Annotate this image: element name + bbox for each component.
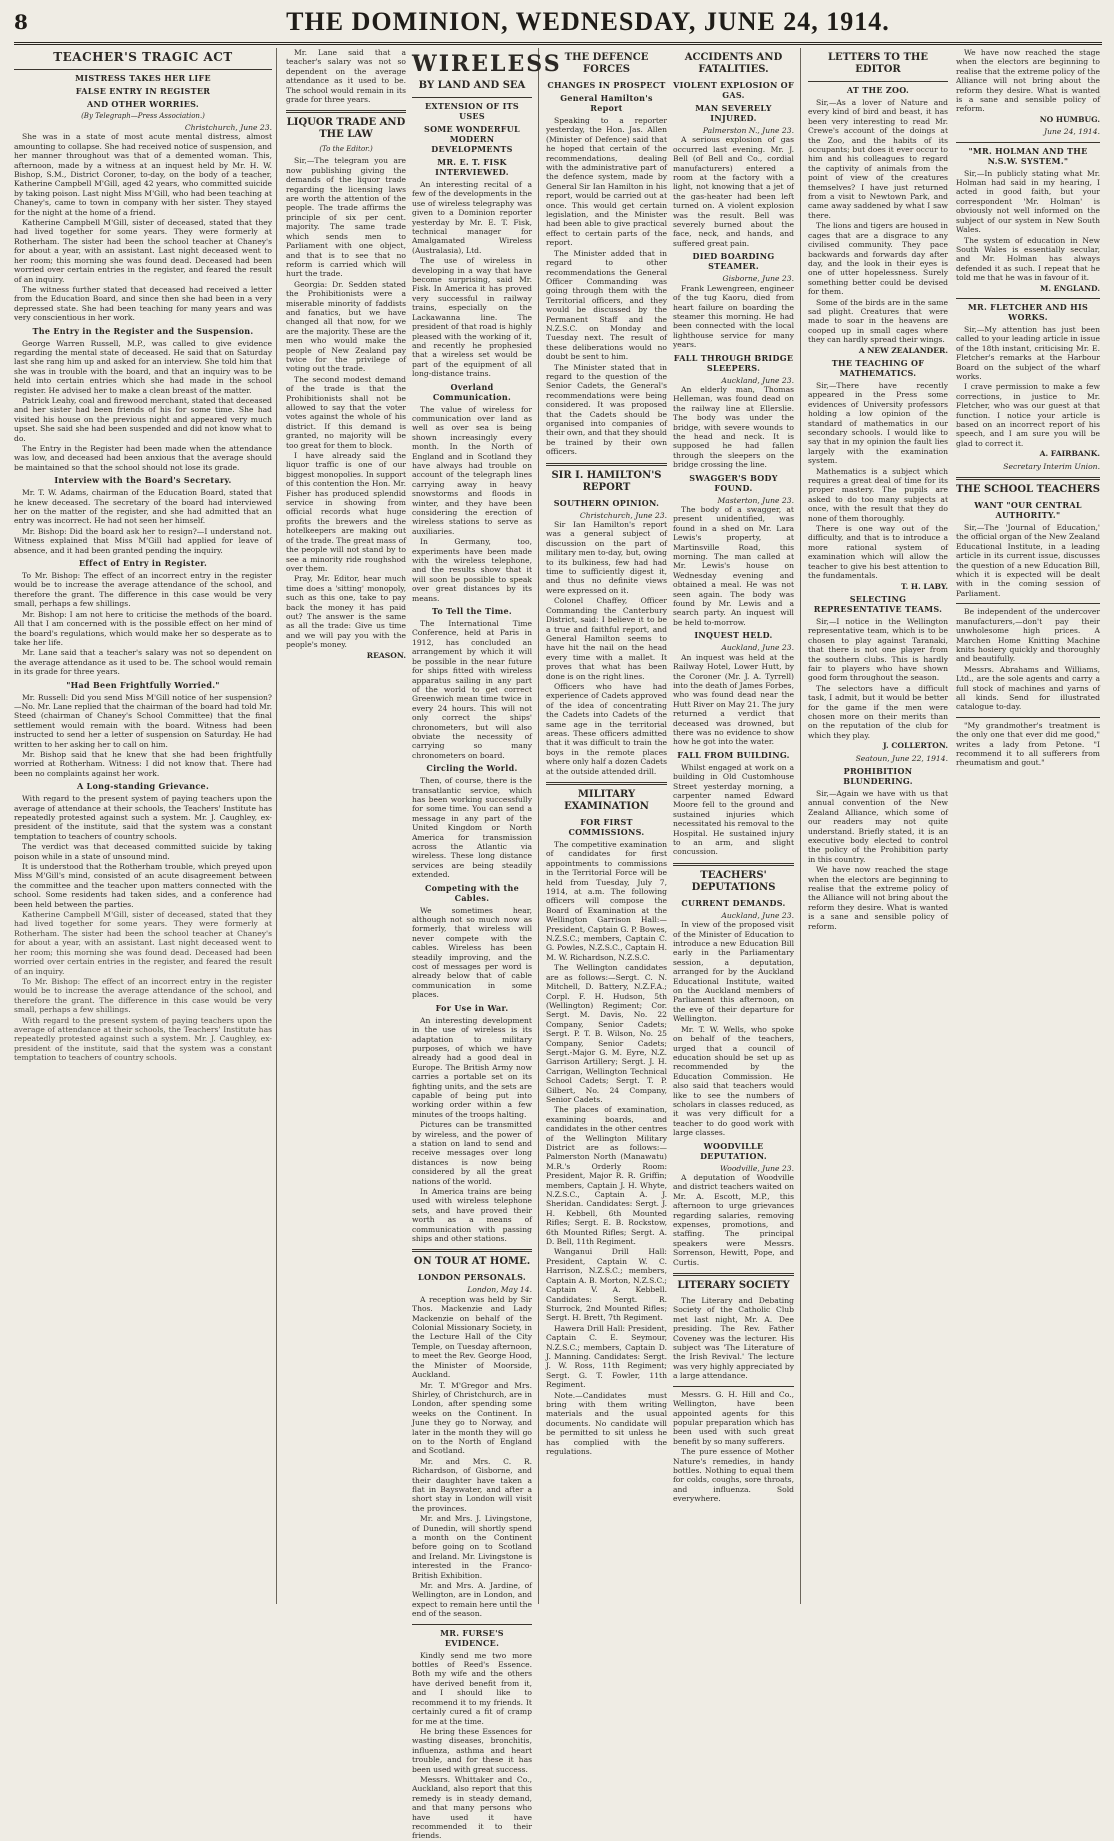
divider [956, 717, 1100, 718]
paragraph: I have already said the liquor traffic is one of our biggest monopolies. In support of this contention the Hon. Mr. Fisher has produced splendid service in showing from official records what huge profits the brewers and the hotelkeepers are making out of the trade. The great mass of the people will not stand by to see a minority ride roughshod over them. [286, 451, 406, 573]
column-letters [808, 48, 1100, 1604]
paragraph: Kindly send me two more bottles of Reed's Essence. Both my wife and the others have derived benefit from it, and I should like to recommend it to my friends. It certainly cured a fit of cramp for me at the time. [412, 1650, 532, 1726]
paragraph: In America trains are being used with wireless telephone sets, and have proved their worth as a means of communication with passing ships and other stations. [412, 1187, 532, 1244]
divider [673, 1386, 794, 1387]
subheading: AT THE ZOO. [846, 85, 910, 95]
dateline-place: Christchurch, June 23. [184, 123, 272, 132]
subheading: THE TEACHING OF MATHEMATICS. [831, 357, 925, 378]
deck-london-personals: LONDON PERSONALS. [418, 1272, 526, 1283]
paragraph: To Mr. Bishop: The effect of an incorrect entry in the register would be to increase the average attendance of the school, and therefore the grant. The difference in this case would be very small, perhaps a few shillings. [14, 976, 272, 1015]
deck-other-worries: AND OTHER WORRIES. [86, 99, 200, 109]
paragraph: Mr. T. W. Wells, who spoke on behalf of the teachers, urged that a council of education should be set up as recommended by the Education Commission. He also said that teachers would like to see the numbers of scholars in classes reduced, as it was very difficult for a teacher to do good work with large classes. [673, 1024, 794, 1138]
paragraph: With regard to the present system of paying teachers upon the average of attendance at their schools, the Teachers' Institute has repeatedly protested against such a system. Mr. J. Caughley, ex-president of the institute, said that the system was a constant temptation to teachers of country schools. [14, 794, 272, 841]
signature: M. ENGLAND. [1039, 283, 1100, 293]
page-number: 8 [14, 10, 28, 34]
headline-teachers-deputations: TEACHERS' DEPUTATIONS [691, 869, 776, 893]
divider [546, 782, 667, 785]
paragraph: Mr. Bishop: Did the board ask her to resign?—I understand not. Witness explained that Miss M'Gill had applied for leave of absence, and it had been granted pending the inquiry. [14, 526, 272, 555]
signature-place: Seatoun, June 22, 1914. [855, 753, 948, 763]
deck-changes: CHANGES IN PROSPECT [547, 80, 666, 90]
paragraph: The Literary and Debating Society of the Catholic Club met last night, Mr. A. Dee presiding. The Rev. Father Coveney was the lecturer. His subject was 'The Literature of the Irish Revival.' The lecture was very highly appreciated by a large attendance. [673, 1296, 794, 1381]
paragraph: The use of wireless in developing in a way that have become surprising, said Mr. Fisk. In America it has proved very successful in railway trains, especially on the Lackawanna line. The president of that road is highly pleased with the working of it, and recently he prophesied that a wireless set would be part of the equipment of all long-distance trains. [412, 256, 532, 379]
subheading: To Tell the Time. [432, 606, 512, 617]
signature: REASON. [366, 650, 406, 660]
paragraph: Messrs. Whittaker and Co., Auckland, also report that this remedy is in steady demand, and that many persons who have used it have recommended it to their friends. [412, 1774, 532, 1841]
divider [14, 69, 272, 70]
paragraph: Mr. Russell: Did you send Miss M'Gill notice of her suspension?—No. Mr. Lane replied that the chairman of the board had told Mr. Steed (chairman of Chaney's School Committee) that the final settlement would remain with the board. Witness had been instructed to send her a letter of suspension on Saturday. He had written to her asking her to call on him. [14, 692, 272, 749]
deck-current-demands: CURRENT DEMANDS. [681, 897, 786, 908]
paragraph: Mr. and Mrs. A. Jardine, of Wellington, are in London, and expect to remain here until the end of the season. [412, 1581, 532, 1619]
paragraph: Mathematics is a subject which requires a great deal of time for its proper mastery. The pupils are asked to do too many subjects at once, with the result that they do none of them thoroughly. [808, 466, 948, 523]
subheading: Effect of Entry in Register. [78, 558, 208, 569]
subheading: FALL FROM BUILDING. [677, 749, 790, 760]
paragraph: Sir,—In publicly stating what Mr. Holman had said in my hearing, I acted in good faith, but your correspondent 'Mr. Holman' is obviously not well informed on the subject of our system in New South Wales. [956, 168, 1100, 235]
headline-defence-forces: THE DEFENCE FORCES [564, 52, 649, 75]
subheading: Competing with the Cables. [424, 882, 519, 903]
paragraph: I crave permission to make a few corrections, in justice to Mr. Fletcher, who was our guest at that function. I notice your article is based on an incorrect report of his speech, and I am sure you will be glad to correct it. [956, 382, 1100, 448]
divider [546, 463, 667, 466]
subheading: SELECTING REPRESENTATIVE TEAMS. [813, 593, 943, 614]
paragraph: Some of the birds are in the same sad plight. Creatures that were made to soar in the heavens are cooped up in small cages where they can hardly spread their wings. [808, 297, 948, 345]
paragraph: Be independent of the undercover manufacturers,—don't pay their unwholesome high prices. A Marchen Home Knitting Machine knits hosiery quickly and thoroughly and beautifully. [956, 607, 1100, 664]
paragraph: An inquest was held at the Railway Hotel, Lower Hutt, by the Coroner (Mr. J. A. Tyrrell) into the death of James Forbes, who was found dead near the Hutt River on May 21. The jury returned a verdict that deceased was drowned, but there was no evidence to show how he got into the water. [673, 652, 794, 747]
deck-gas-explosion: VIOLENT EXPLOSION OF GAS. [673, 80, 794, 100]
press-credit: (By Telegraph—Press Association.) [81, 112, 205, 120]
paragraph: The system of education in New South Wales is essentially secular, and Mr. Holman has always defended it as such. I repeat that he told me that he was in favour of it. [956, 235, 1100, 283]
paragraph: Speaking to a reporter yesterday, the Hon. Jas. Allen (Minister of Defence) said that he hoped that certain of the recommendations, dealing with the administrative part of the defence system, made by General Sir Ian Hamilton in his report, would be carried out at once. This would get certain legislation, and the Minister had been able to give practical effect to certain parts of the report. [546, 116, 667, 248]
subheading: Circling the World. [426, 763, 518, 774]
headline-hamilton: SIR I. HAMILTON'S REPORT [551, 469, 662, 493]
headline-liquor-trade: LIQUOR TRADE AND THE LAW [286, 117, 406, 141]
dateline-place: London, May 14. [467, 1285, 532, 1295]
paragraph: Sir Ian Hamilton's report was a general subject of discussion on the part of military men to-day, but, owing to its bulkiness, few had had time to sufficiently digest it, and thus no definite views were expressed on it. [546, 520, 667, 595]
deck-southern-opinion: SOUTHERN OPINION. [553, 497, 660, 508]
dateline-place: Auckland, June 23. [721, 643, 794, 653]
paragraph: The Minister added that in regard to other recommendations the General Officer Commanding was going through them with the Territorial officers, and they would be discussed by the Permanent Staff and the N.Z.S.C. on Monday and Tuesday next. The result of these deliberations would no doubt be sent to him. [546, 248, 667, 362]
paragraph: Georgia: Dr. Sedden stated the Prohibitionists were a miserable minority of faddists and fanatics, but we have changed all that now, for we are the majority. These are the men who would make the people of New Zealand pay twice for the privilege of voting out the trade. [286, 279, 406, 374]
paragraph: Then, of course, there is the transatlantic service, which has been working successfully for some time. You can send a message in any part of the United Kingdom or North America for transmission across the Atlantic via wireless. These long distance services are being steadily extended. [412, 776, 532, 880]
dateline-place: Woodville, June 23. [719, 1163, 794, 1173]
subcolumn-letters-left [808, 48, 948, 1604]
divider [956, 477, 1100, 480]
subheading: "MR. HOLMAN AND THE N.S.W. SYSTEM." [968, 145, 1088, 166]
subcolumn-right [412, 48, 562, 1841]
paragraph: Patrick Leahy, coal and firewood merchant, stated that deceased and her sister had been friends of his for some time. She had visited his house on the previous night and appeared very much upset. She said she had been suspended and did not know what to do. [14, 395, 272, 443]
paragraph: The pure essence of Mother Nature's remedies, in handy bottles. Nothing to equal them for colds, coughs, sore throats, and influenza. Sold everywhere. [673, 1447, 794, 1504]
paragraph: Hawera Drill Hall: President, Captain C. E. Seymour, N.Z.S.C.; members, Captain D. J. Manning. Candidates: Sergt. J. W. Ross, 11th Regiment; Sergt. G. T. Fowler, 11th Regiment. [546, 1323, 667, 1390]
paragraph: Note.—Candidates must bring with them writing materials and the usual documents. No candidate will be permitted to sit unless he has complied with the regulations. [546, 1390, 667, 1456]
paragraph: Pray, Mr. Editor, hear much time does a 'sitting' monopoly, such as this one, take to pay back the money it has paid out? The answer is the same as all the trade: Give us time and we will pay you with the people's money. [286, 574, 406, 650]
deck-false-entry: FALSE ENTRY IN REGISTER [75, 86, 211, 96]
subheading: WOODVILLE DEPUTATION. [700, 1140, 767, 1161]
paper-title: THE DOMINION, WEDNESDAY, JUNE 24, 1914. [286, 7, 890, 36]
dateline-place: Masterton, June 23. [717, 495, 794, 505]
divider [808, 81, 948, 82]
deck-developments: SOME WONDERFUL MODERN DEVELOPMENTS [424, 124, 520, 154]
paragraph: With regard to the present system of paying teachers upon the average of attendance at their schools, the Teachers' Institute has repeatedly protested against such a system. Mr. J. Caughley, ex-president of the institute, said that the system was a constant temptation to teachers of country schools. [14, 1015, 272, 1063]
divider [412, 97, 532, 98]
paragraph: Messrs. G. H. Hill and Co., Wellington, have been appointed agents for this popular preparation which has been used with such great benefit by so many sufferers. [673, 1389, 794, 1446]
paragraph: There is one way out of the difficulty, and that is to introduce a more rational system of examination which will allow the teacher to give his best attention to the fundamentals. [808, 524, 948, 581]
divider [673, 1273, 794, 1276]
paragraph: Mr. Bishop: I am not here to criticise the methods of the board. All that I am concerned with is the possible effect on her mind of the board's regulations, which would make her so desperate as to take her life. [14, 609, 272, 647]
paragraph: A serious explosion of gas occurred last evening. Mr. J. Bell (of Bell and Co., cordial manufacturers) entered a room at the factory with a light, not knowing that a jet of the gas-heater had been left turned on. A violent explosion was the result. Bell was severely burned about the face, neck, and hands, and suffered great pain. [673, 135, 794, 248]
paragraph: Sir,—The telegram you are now publishing giving the demands of the liquor trade regarding the licensing laws are worth the attention of the people. The trade affirms the principle of six per cent. majority. The same trade which sends men to Parliament with one object, and that is to see that no reform is carried which will hurt the trade. [286, 156, 406, 279]
headline-military-exam: MILITARY EXAMINATION [564, 789, 649, 812]
paragraph: Wanganui Drill Hall: President, Captain W. C. Harrison, N.Z.S.C.; members, Captain A. B. Morton, N.Z.S.C.; Captain V. A. Kebbell. Candidates: Sergt. R. Sturrock, 2nd Mounted Rifles; Sergt. H. Brett, 7th Regiment. [546, 1247, 667, 1323]
column-defence-accidents [546, 48, 801, 1604]
paragraph: We have now reached the stage when the electors are beginning to realise that the extreme policy of the Alliance will not bring about the reform they desire. What is wanted is a sane and sensible policy of reform. [956, 48, 1100, 114]
dateline-place: Gisborne, June 23. [722, 274, 794, 284]
subcolumn-left [286, 48, 406, 1604]
deck-hamilton-report: General Hamilton's Report [560, 93, 653, 113]
paragraph: A deputation of Woodville and district teachers waited on Mr. A. Escott, M.P., this afternoon to urge grievances regarding salaries, removing expenses, promotions, and staffing. The principal speakers were Messrs. Sorrenson, Hewitt, Pope, and Curtis. [673, 1172, 794, 1267]
divider [956, 603, 1100, 604]
paragraph: We sometimes hear, although not so much now as formerly, that wireless will never compete with the cables. Wireless has been steadily improving, and the cost of messages per word is already below that of cable communication in some places. [412, 905, 532, 1000]
signature: A. FAIRBANK. [1039, 449, 1100, 459]
headline-letters: LETTERS TO THE EDITOR [828, 52, 928, 75]
paragraph: We have now reached the stage when the electors are beginning to realise that the extreme policy of the Alliance will not bring about the reform they desire. What is wanted is a sane and sensible policy of reform. [808, 865, 948, 931]
dateline-place: Auckland, June 23. [721, 910, 794, 920]
paragraph: The value of wireless for communication over land as well as over sea is being shown increasingly every month. In the North of England and in Scotland they have always had trouble on account of the telegraph lines carrying away in heavy snowstorms and floods in winter, and they have been considering the erection of wireless stations to serve as auxiliaries. [412, 404, 532, 536]
paragraph: The body of a swagger, at present unidentified, was found in a shed on Mr. Lara Lewis's property, at Martinsville Road, this morning. The man called at Mr. Lewis's house on Wednesday evening and obtained a meal. He was not seen again. The body was found by Mr. Lewis and a search party. An inquest will be held to-morrow. [673, 505, 794, 627]
divider [286, 110, 406, 113]
headline-on-tour: ON TOUR AT HOME. [413, 1256, 531, 1268]
paragraph: Messrs. Abrahams and Williams, Ltd., are the sole agents and carry a full stock of machines and yarns of all kinds. Send for illustrated catalogue to-day. [956, 664, 1100, 712]
headline-furse: MR. FURSE'S EVIDENCE. [440, 1627, 504, 1648]
paragraph: The witness further stated that deceased had received a letter from the Education Board, and since then she had been in a very depressed state. She had been teaching for many years and was very conscientious in her work. [14, 284, 272, 323]
subheading: Interview with the Board's Secretary. [54, 475, 232, 486]
column-wireless [286, 48, 562, 1841]
paragraph: Colonel Chaffey, Officer Commanding the Canterbury District, said: I believe it to be a true and faithful report, and General Hamilton seems to have hit the nail on the head every time with a mallet. It proves that what has been done is on the right lines. [546, 596, 667, 681]
paragraph: George Warren Russell, M.P., was called to give evidence regarding the mental state of deceased. He said that on Saturday last she rang him up and asked for an interview. She told him that she was in trouble with the board, and that an inquiry was to be held into certain entries which she had made in the school register. He advised her to make a clean breast of the matter. [14, 338, 272, 395]
subheading: Overland Communication. [432, 381, 512, 402]
headline-by-land-and-sea: BY LAND AND SEA [418, 80, 526, 91]
subcolumn-accidents [673, 48, 794, 1604]
paragraph: Mr. Lane said that a teacher's salary was not so dependent on the average attendance as it used to be. The school would remain in its grade for three years. [14, 648, 272, 677]
paragraph: The lions and tigers are housed in cages that are a disgrace to any civilised community. They pace backwards and forwards day after day, and the look in their eyes is one of utter hopelessness. Surely something better could be devised for them. [808, 221, 948, 297]
paragraph: Sir,—The 'Journal of Education,' the official organ of the New Zealand Educational Institute, in a leading article in its current issue, discusses the question of a new Education Bill, which it is expected will be dealt with in the coming session of Parliament. [956, 523, 1100, 598]
subheading: INQUEST HELD. [694, 630, 773, 641]
paragraph: Whilst engaged at work on a building in Old Customhouse Street yesterday morning, a carpenter named Edward Moore fell to the ground and sustained injuries which necessitated his removal to the Hospital. He sustained injury to an arm, and slight concussion. [673, 762, 794, 857]
paragraph: In view of the proposed visit of the Minister of Education to introduce a new Education Bill early in the Parliamentary session, a deputation, arranged for by the Auckland Educational Institute, waited on the Auckland members of Parliament this afternoon, on the eve of their departure for Wellington. [673, 920, 794, 1024]
paragraph: Mr. and Mrs. C. R. Richardson, of Gisborne, and their daughter have taken a flat in Bayswater, and after a short stay in London will visit the provinces. [412, 1456, 532, 1513]
subheading: SWAGGER'S BODY FOUND. [689, 472, 778, 493]
subheading: FALL THROUGH BRIDGE SLEEPERS. [673, 352, 794, 373]
paragraph: The Entry in the Register had been made when the attendance was low, and deceased had been anxious that the average should be maintained so that the school should not lose its grade. [14, 444, 272, 472]
headline-literary-society: LITERARY SOCIETY [677, 1280, 790, 1292]
deck-fisk: MR. E. T. FISK INTERVIEWED. [435, 157, 509, 177]
signature: A NEW ZEALANDER. [858, 345, 948, 355]
paragraph: Katherine Campbell M'Gill, sister of deceased, stated that they had lived together for some years. They were formerly at Rotherham. The sister had been the school teacher at Chaney's for about a year, with an assistant. Last night deceased went to her room; this morning she was found dead. Deceased had been worried over certain entries in the register, and feared the result of an inquiry. [14, 910, 272, 976]
paragraph: An elderly man, Thomas Helleman, was found dead on the railway line at Ellerslie. The body was under the bridge, with severe wounds to the head and neck. It is supposed he had fallen through the sleepers on the bridge crossing the line. [673, 384, 794, 470]
paragraph: Sir,—I notice in the Wellington representative team, which is to be chosen to play against Taranaki, that there is not one player from the southern clubs. This is hardly fair to players who have shown good form throughout the season. [808, 616, 948, 683]
paragraph: Mr. T. W. Adams, chairman of the Education Board, stated that he knew deceased. The secretary of the board had interviewed her on the matter of the register, and she had admitted that an entry was incorrect. He had not seen her himself. [14, 488, 272, 526]
headline-accidents: ACCIDENTS AND FATALITIES. [684, 52, 783, 75]
subcolumn-defence [546, 48, 667, 1604]
subheading: PROHIBITION BLUNDERING. [843, 766, 913, 786]
subheading: DIED BOARDING STEAMER. [692, 251, 775, 272]
headline-school-teachers: THE SCHOOL TEACHERS [956, 484, 1100, 496]
paragraph: An interesting recital of a few of the developments in the use of wireless telegraphy was given to a Dominion reporter yesterday by Mr. E. T. Fisk, technical manager for Amalgamated Wireless (Australasia), Ltd. [412, 180, 532, 255]
paragraph: Frank Lewengreen, engineer of the tug Kaoru, died from heart failure on boarding the steamer this morning. He had been connected with the local lighthouse service for many years. [673, 283, 794, 350]
subheading: A Long-standing Grievance. [76, 781, 210, 792]
masthead [14, 2, 1102, 45]
paragraph: Mr. T. M'Gregor and Mrs. Shirley, of Christchurch, are in London, after spending some weeks on the Continent. In June they go to Norway, and later in the month they will go on to the North of England and Scotland. [412, 1380, 532, 1456]
paragraph: The selectors have a difficult task, I admit, but it would be better for the game if the men were chosen more on their merits than on the reputation of the club for which they play. [808, 683, 948, 740]
paragraph: To Mr. Bishop: The effect of an incorrect entry in the register would be to increase the average attendance of the school, and therefore the grant. The difference in this case would be very small, perhaps a few shillings. [14, 571, 272, 609]
deck-central-authority: WANT "OUR CENTRAL AUTHORITY." [974, 500, 1082, 521]
paragraph: It is understood that the Rotherham trouble, which preyed upon Miss M'Gill's mind, consisted of an acute disagreement between the committee and the teacher upon matters connected with the school. Some residents had taken sides, and a conference had been held between the parties. [14, 862, 272, 909]
headline-wireless: WIRELESS [412, 51, 562, 77]
dateline-place: Christchurch, June 23. [579, 510, 667, 520]
subheading: "Had Been Frightfully Worried." [66, 679, 220, 690]
paragraph: Sir,—There have recently appeared in the Press some evidences of University professors holding a low opinion of the standard of mathematics in our secondary schools. I would like to say that in my opinion the fault lies largely with the examination system. [808, 380, 948, 466]
paragraph: Sir,—My attention has just been called to your leading article in issue of the 18th instant, criticising Mr. E. Fletcher's remarks at the Harbour Board on the subject of the wharf works. [956, 324, 1100, 381]
dateline-place: Palmerston N., June 23. [702, 126, 794, 135]
paragraph: The Minister stated that in regard to the question of the Senior Cadets, the General's recommendations were being considered. It was proposed that the Cadets should be organised into companies of their own, and that they should be trained by their own officers. [546, 362, 668, 457]
paragraph: Sir,—As a lover of Nature and every kind of bird and beast, it has been very interesting to read Mr. Crewe's account of the doings at the Zoo, and the habits of its occupants; but does it ever occur to him and his colleagues to regard the captivity of animals from the point of view of the creatures themselves? I have just returned from a visit to Newtown Park, and came away saddened by what I saw there. [808, 98, 948, 220]
paragraph: Mr. and Mrs. J. Livingstone, of Dunedin, will shortly spend a month on the Continent before going on to Scotland and Ireland. Mr. Livingstone is interested in the Franco-British Exhibition. [412, 1514, 532, 1580]
deck-first-commissions: FOR FIRST COMMISSIONS. [568, 817, 645, 837]
column-teachers-tragic-act [14, 48, 277, 1604]
paragraph: Mr. Bishop said that he knew that she had been frightfully worried at Rotherham. Witness: I did not know that. There had been no complaints against her work. [14, 749, 272, 778]
paragraph: The second modest demand of the trade is that the Prohibitionists shall not be allowed to say that the voter votes against the whole of his district. If this demand is granted, no majority will be too great for them to block. [286, 374, 406, 450]
subheading: The Entry in the Register and the Suspension. [32, 325, 254, 336]
paragraph: Officers who have had experience of Cadets approved of the idea of concentrating the Cadets into Cadets of the same age in the territorial areas. These officers admitted that it was difficult to train the boys in the remote places where only half a dozen Cadets at the outside attended drill. [546, 681, 667, 776]
paragraph: The places of examination, examining boards, and candidates in the other centres of the Wellington Military District are as follows:—Palmerston North (Manawatu) M.R.'s Orderly Room: President, Major R. R. Griffin; members, Captain J. H. Whyte, N.Z.S.C., Captain A. J. Sheridan. Candidates: Sergt. J. H. Kebbell, 6th Mounted Rifles; Sergt. E. B. Rockstow, 6th Mounted Rifles; Sergt. A. D. Bell, 11th Regiment. [546, 1105, 667, 1247]
paragraph: He bring these Essences for wasting diseases, bronchitis, influenza, asthma and heart trouble, and for these it has been used with great success. [412, 1726, 532, 1774]
paragraph: An interesting development in the use of wireless is its adaptation to military purposes, of which we have already had a good deal in Europe. The British Army now carries a portable set on its fighting units, and the sets are capable of being put into working order within a few minutes of the troops halting. [412, 1015, 532, 1119]
paragraph: The Wellington candidates are as follows:—Sergt. C. N. Mitchell, D. Battery, N.Z.F.A.; Corpl. F. H. Hudson, 5th (Wellington) Regiment; Cor. Sergt. M. Davis, No. 22 Company, Senior Cadets; Sergt. P. T. B. Wilson, No. 25 Company, Senior Cadets; Sergt.-Major G. M. Eyre, N.Z. Garrison Artillery; Sergt. J. H. Carrigan, Wellington Technical School Cadets; Sergt. T. P. Gilbert, No. 24 Company, Senior Cadets. [546, 963, 667, 1104]
signature: T. H. LABY. [900, 581, 948, 591]
paragraph: The verdict was that deceased committed suicide by taking poison while in a state of unsound mind. [14, 842, 272, 861]
dateline-place: Auckland, June 23. [721, 375, 794, 385]
subheading: MAN SEVERELY INJURED. [695, 103, 772, 123]
paragraph: Pictures can be transmitted by wireless, and the power of a station on land to send and receive messages over long distances is now being considered by all the great nations of the world. [412, 1120, 532, 1186]
divider [956, 142, 1100, 143]
signature-place: June 24, 1914. [1044, 127, 1100, 137]
paragraph: Katherine Campbell M'Gill, sister of deceased, stated that they had lived together for some years. They were formerly at Rotherham. The sister had been the school teacher at Chaney's for about a year, with an assistant. Last night deceased went to her room; this morning she was found dead. Deceased had been worried over certain entries in the register, and feared the result of an inquiry. [14, 218, 272, 284]
paragraph: Sir,—Again we have with us that annual convention of the New Zealand Alliance, which some of our readers may not quite understand. Briefly stated, it is an executive body elected to control the policy of the Prohibition party in this country. [808, 789, 948, 864]
headline-teachers-tragic-act: TEACHER'S TRAGIC ACT [53, 50, 233, 64]
to-the-editor: (To the Editor.) [319, 145, 373, 154]
deck-mistress: MISTRESS TAKES HER LIFE [75, 73, 211, 83]
divider [412, 1249, 532, 1252]
divider [412, 1624, 532, 1625]
divider [673, 863, 794, 866]
signature-title: Secretary Interim Union. [1003, 461, 1100, 471]
subheading: For Use in War. [435, 1002, 509, 1013]
signature: J. COLLERTON. [883, 741, 948, 751]
subcolumn-letters-right [956, 48, 1100, 1604]
paragraph: Mr. Lane said that a teacher's salary was not so dependent on the average attendance as it used to be. The school would remain in its grade for three years. [286, 48, 406, 105]
paragraph: The competitive examination of candidates for first appointments to commissions in the Territorial Force will be held from Tuesday, July 7, 1914, at a.m. The following officers will compose the Board of Examination at the Wellington Garrison Hall:—President, Captain G. P. Bowes, N.Z.S.C.; members, Captain C. G. Powles, N.Z.S.C., Captain H. M. W. Richardson, N.Z.S.C. [546, 840, 667, 962]
deck-extension: EXTENSION OF ITS USES [425, 101, 519, 121]
signature: NO HUMBUG. [1039, 114, 1100, 124]
paragraph: A reception was held by Sir Thos. Mackenzie and Lady Mackenzie on behalf of the Colonial Missionary Society, in the Lecture Hall of the City Temple, on Tuesday afternoon, to meet the Rev. George Hood, the Minister of Moorside, Auckland. [412, 1294, 532, 1380]
paragraph: She was in a state of most acute mental distress, almost amounting to collapse. She had received notice of suspension, and her manner throughout was that of a demented woman. This, afternoon, made by a witness at an inquest held by Mr. H. W. Bishop, S.M., District Coroner, to-day, on the body of a teacher, Katherine Campbell M'Gill, aged 42 years, who committed suicide by taking poison. Last night Miss M'Gill, who had been teaching at Chaney's, came to town in company with her sister. They stayed for the night at the home of a friend. [14, 132, 272, 217]
paragraph: The International Time Conference, held at Paris in 1912, has concluded an arrangement by which it will be possible in the near future for ships fitted with wireless apparatus sailing in any part of the world to get correct Greenwich mean time twice in every 24 hours. This will not only correct the ships' chronometers, but will also obviate the necessity of carrying so many chronometers on board. [412, 619, 532, 760]
paragraph: In Germany, too, experiments have been made with the wireless telephone, and the results show that it will soon be possible to speak over great distances by its means. [412, 537, 532, 603]
subheading: MR. FLETCHER AND HIS WORKS. [967, 301, 1089, 322]
paragraph: "My grandmother's treatment is the only one that ever did me good," writes a lady from Petone. "I recommend it to all sufferers from rheumatism and gout." [956, 720, 1100, 768]
divider [956, 298, 1100, 299]
